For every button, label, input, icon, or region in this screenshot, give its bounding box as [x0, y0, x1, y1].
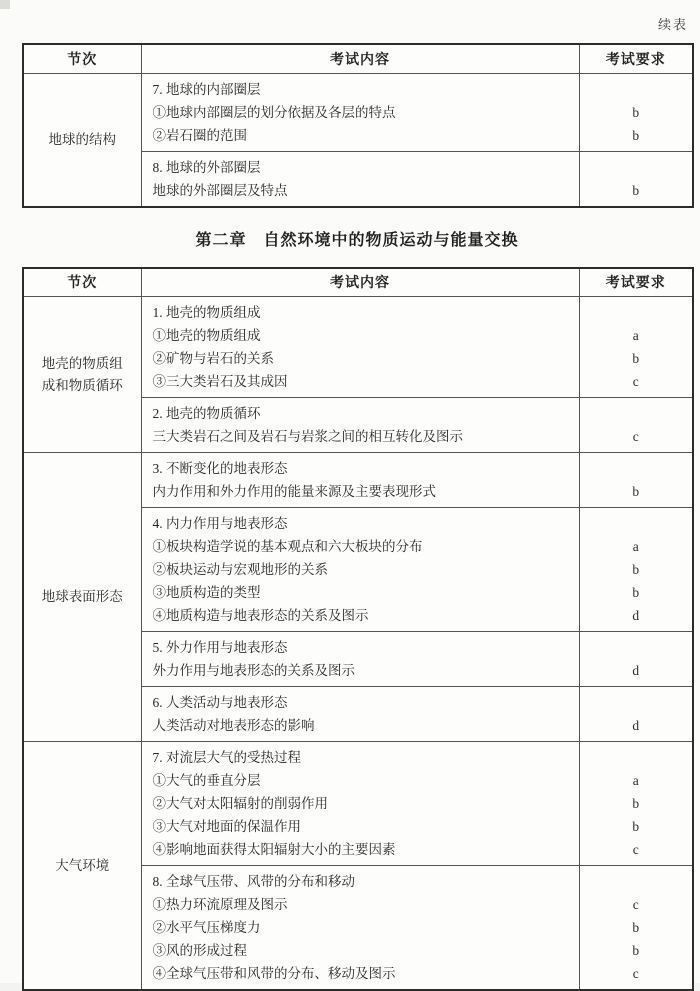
exam-requirement-cell: [579, 687, 693, 742]
table-row: [23, 453, 693, 508]
content-line: 1. 地壳的物质组成: [142, 301, 579, 324]
header-row: [23, 268, 693, 297]
exam-requirement-cell: [579, 508, 693, 632]
exam-content-cell: [141, 398, 579, 453]
exam-table-chapter2: [22, 267, 694, 991]
requirement-value: b: [580, 558, 693, 581]
requirement-value: [580, 746, 693, 769]
exam-content-cell: [141, 632, 579, 687]
requirement-value: b: [580, 939, 693, 962]
exam-requirement-cell: [579, 73, 693, 151]
requirement-value: b: [580, 916, 693, 939]
requirement-value: [580, 78, 693, 101]
requirement-value: c: [580, 838, 693, 861]
requirement-value: a: [580, 535, 693, 558]
content-line: ②岩石圈的范围: [142, 124, 579, 147]
table-row: [23, 73, 693, 151]
column-header: 考试内容: [141, 44, 579, 73]
requirement-value: [580, 691, 693, 714]
content-line: ①地壳的物质组成: [142, 324, 579, 347]
requirement-value: c: [580, 962, 693, 985]
exam-content-cell: [141, 508, 579, 632]
requirement-value: b: [580, 480, 693, 503]
content-line: ①板块构造学说的基本观点和六大板块的分布: [142, 535, 579, 558]
requirement-value: c: [580, 370, 693, 393]
content-line: ②大气对太阳辐射的削弱作用: [142, 792, 579, 815]
requirement-value: c: [580, 893, 693, 916]
table-row: [23, 297, 693, 398]
requirement-value: [580, 402, 693, 425]
exam-requirement-cell: [579, 398, 693, 453]
content-line: 8. 全球气压带、风带的分布和移动: [142, 870, 579, 893]
exam-content-cell: [141, 866, 579, 991]
requirement-value: b: [580, 101, 693, 124]
requirement-value: b: [580, 815, 693, 838]
section-label: 地壳的物质组成和物质循环: [23, 297, 141, 453]
exam-table-chapter1: [22, 43, 694, 208]
content-line: 三大类岩石之间及岩石与岩浆之间的相互转化及图示: [142, 425, 579, 448]
content-line: ③风的形成过程: [142, 939, 579, 962]
requirement-value: d: [580, 714, 693, 737]
exam-requirement-cell: [579, 297, 693, 398]
requirement-value: a: [580, 324, 693, 347]
requirement-value: d: [580, 659, 693, 682]
exam-content-cell: [141, 687, 579, 742]
column-header: 考试要求: [579, 44, 693, 73]
requirement-value: a: [580, 769, 693, 792]
requirement-value: b: [580, 581, 693, 604]
content-line: ①大气的垂直分层: [142, 769, 579, 792]
content-line: 3. 不断变化的地表形态: [142, 457, 579, 480]
content-line: 7. 对流层大气的受热过程: [142, 746, 579, 769]
content-line: 7. 地球的内部圈层: [142, 78, 579, 101]
content-line: ②矿物与岩石的关系: [142, 347, 579, 370]
column-header: 节次: [23, 44, 141, 73]
requirement-value: b: [580, 347, 693, 370]
exam-requirement-cell: [579, 632, 693, 687]
content-line: 5. 外力作用与地表形态: [142, 636, 579, 659]
exam-content-cell: [141, 742, 579, 866]
content-line: ③地质构造的类型: [142, 581, 579, 604]
requirement-value: [580, 301, 693, 324]
requirement-value: b: [580, 792, 693, 815]
header-row: [23, 44, 693, 73]
column-header: 考试内容: [141, 268, 579, 297]
content-line: 8. 地球的外部圈层: [142, 156, 579, 179]
content-line: ④影响地面获得太阳辐射大小的主要因素: [142, 838, 579, 861]
exam-requirement-cell: [579, 151, 693, 207]
requirement-value: c: [580, 425, 693, 448]
requirement-value: b: [580, 124, 693, 147]
requirement-value: [580, 512, 693, 535]
content-line: ④全球气压带和风带的分布、移动及图示: [142, 962, 579, 985]
section-label: 地球的结构: [23, 73, 141, 207]
exam-content-cell: [141, 453, 579, 508]
exam-requirement-cell: [579, 453, 693, 508]
content-line: 内力作用和外力作用的能量来源及主要表现形式: [142, 480, 579, 503]
requirement-value: [580, 156, 693, 179]
section-label: 地球表面形态: [23, 453, 141, 742]
table-row: [23, 742, 693, 866]
content-line: ①地球内部圈层的划分依据及各层的特点: [142, 101, 579, 124]
content-line: ②板块运动与宏观地形的关系: [142, 558, 579, 581]
exam-requirement-cell: [579, 742, 693, 866]
content-line: 4. 内力作用与地表形态: [142, 512, 579, 535]
content-line: ③三大类岩石及其成因: [142, 370, 579, 393]
content-line: ④地质构造与地表形态的关系及图示: [142, 604, 579, 627]
column-header: 考试要求: [579, 268, 693, 297]
content-line: 2. 地壳的物质循环: [142, 402, 579, 425]
content-line: ②水平气压梯度力: [142, 916, 579, 939]
requirement-value: d: [580, 604, 693, 627]
section-label: 大气环境: [23, 742, 141, 991]
content-line: 地球的外部圈层及特点: [142, 179, 579, 202]
column-header: 节次: [23, 268, 141, 297]
content-line: ①热力环流原理及图示: [142, 893, 579, 916]
exam-content-cell: [141, 151, 579, 207]
content-line: 外力作用与地表形态的关系及图示: [142, 659, 579, 682]
content-line: 6. 人类活动与地表形态: [142, 691, 579, 714]
requirement-value: [580, 870, 693, 893]
content-line: ③大气对地面的保温作用: [142, 815, 579, 838]
requirement-value: [580, 636, 693, 659]
requirement-value: [580, 457, 693, 480]
requirement-value: b: [580, 179, 693, 202]
chapter-heading: 第二章 自然环境中的物质运动与能量交换: [22, 227, 692, 250]
scan-artifact: [0, 0, 10, 9]
exam-content-cell: [141, 297, 579, 398]
exam-requirement-cell: [579, 866, 693, 991]
exam-content-cell: [141, 73, 579, 151]
continued-table-label: 续表: [22, 14, 688, 33]
content-line: 人类活动对地表形态的影响: [142, 714, 579, 737]
